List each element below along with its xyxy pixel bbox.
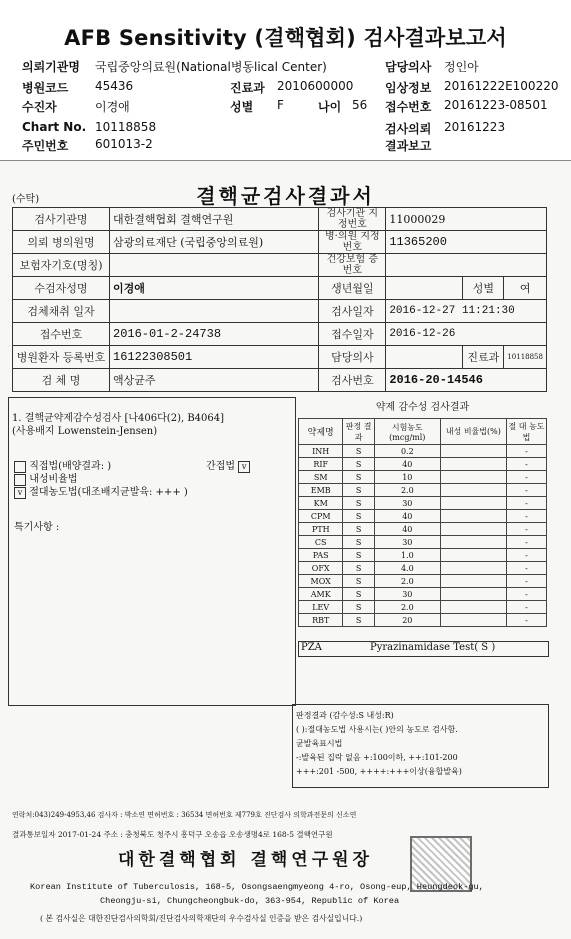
drug-cell: S [343,536,374,549]
collect-label: 검체채취 일자 [13,300,110,323]
doc-label: 담당의사 [319,346,386,369]
drug-row [299,575,547,588]
document-title: AFB Sensitivity (결핵협회) 검사결과보고서 [64,26,507,50]
drug-cell [440,445,506,458]
method-sub: (사용배지 Lowenstein-Jensen) [12,426,158,437]
doctor-label: 담당의사 [385,60,432,74]
drug-cell: AMK [299,588,343,601]
judgement-line4: +++:201 -500, ++++:+++이상(융합발육) [296,767,462,776]
drug-cell: S [343,588,374,601]
specimen-label: 검 체 명 [13,369,110,392]
drug-cell [440,575,506,588]
patient-label: 수검자성명 [13,277,110,300]
drug-cell: LEV [299,601,343,614]
receipt-label: 접수번호 [385,100,432,114]
address-line2: Cheongju-si, Chungcheongbuk-do, 363-954, Republic of Korea [100,896,400,906]
contact-line: 연락처:043)249-4953,46 검사자 : 박소연 면허번호 : 36534 면허번호 제779호 진단검사 의학과전문의 신소연 [12,811,357,819]
drug-cell [440,614,506,627]
sens-header: 절 대 농도법 [506,419,546,445]
drug-cell: 40 [374,523,440,536]
sens-header: 판정 결과 [343,419,374,445]
drug-cell: - [506,523,546,536]
drug-cell: - [506,458,546,471]
absolute-checkbox[interactable]: v [14,487,26,499]
sex-label: 성별 [230,100,254,114]
drug-row [299,497,547,510]
judgement-title: 판정결과 (감수성:S 내성:R) [296,711,394,720]
rrn-label: 주민번호 [22,139,69,153]
sensitivity-table [298,418,547,627]
certification-line: ( 본 검사실은 대한진단검사의학회/진단검사의학재단의 우수검사실 인증을 받은 검사실입니다.) [40,914,363,923]
drug-cell: 40 [374,458,440,471]
reg-date-label: 접수일자 [319,323,386,346]
test-date-value: 2016-12-27 11:21:30 [386,300,547,323]
test-no-value: 2016-20-14546 [386,369,547,392]
report-dept-label: 진료과 [463,346,504,369]
drug-row [299,536,547,549]
drug-row [299,510,547,523]
reg-no-value: 2016-01-2-24738 [110,323,319,346]
drug-cell: - [506,536,546,549]
rrn-value: 601013-2 [95,137,153,151]
receipt-value: 20161223-08501 [444,98,548,112]
req-hosp-id-label: 병·의원 지정번호 [319,231,386,254]
drug-cell: - [506,484,546,497]
drug-cell: 30 [374,588,440,601]
sens-header: 내성 비율법(%) [440,419,506,445]
drug-cell [440,601,506,614]
drug-cell: 2.0 [374,484,440,497]
lab-id-value: 11000029 [386,208,547,231]
drug-cell: S [343,549,374,562]
drug-row [299,601,547,614]
dept-label: 진료과 [230,81,265,95]
drug-cell: 40 [374,510,440,523]
drug-row [299,523,547,536]
drug-cell: - [506,575,546,588]
report-dept-value: 10118858 [504,346,547,369]
drug-cell: PAS [299,549,343,562]
req-hosp-id-value: 11365200 [386,231,547,254]
report-title: 결핵균검사결과서 [196,184,375,208]
drug-cell: S [343,458,374,471]
hosp-reg-label: 병원환자 등록번호 [13,346,110,369]
clinical-value: 20161222E100220 [444,79,559,93]
drug-cell: EMB [299,484,343,497]
hospital-code-label: 병원코드 [22,81,69,95]
drug-cell: CS [299,536,343,549]
judgement-line3: -:발육된 집락 없음 +:100이하, ++:101-200 [296,753,458,762]
drug-cell [440,562,506,575]
drug-cell: 20 [374,614,440,627]
collector-label: 수진자 [22,100,57,114]
drug-row [299,445,547,458]
institution-value: 국립중앙의료원(National병동lical Center) [95,60,327,74]
drug-cell: S [343,445,374,458]
drug-cell: S [343,601,374,614]
drug-cell: - [506,562,546,575]
org-name: 대한결핵협회 결핵연구원장 [118,850,373,870]
request-value: 20161223 [444,120,506,134]
drug-cell [440,497,506,510]
method-title: 1. 결핵균약제감수성검사 [나406다(2), B4064] [12,413,225,424]
health-label: 건강보험 증번호 [319,254,386,277]
drug-cell: SM [299,471,343,484]
drug-cell: - [506,601,546,614]
drug-cell: 30 [374,497,440,510]
judgement-line2: 균발육표시법 [296,739,343,748]
test-date-label: 검사일자 [319,300,386,323]
indirect-checkbox[interactable]: v [238,461,250,473]
special-notes-label: 특기사항 : [14,522,60,533]
drug-cell: CPM [299,510,343,523]
request-label: 검사의뢰 [385,122,432,136]
drug-cell [440,458,506,471]
insured-value [110,254,319,277]
drug-cell: RBT [299,614,343,627]
lab-label: 검사기관명 [13,208,110,231]
drug-cell: 2.0 [374,575,440,588]
drug-cell: PTH [299,523,343,536]
drug-cell: - [506,510,546,523]
drug-cell: S [343,575,374,588]
absolute-method: v 절대농도법(대조배지균발육: +++ ) [14,483,188,499]
resist-ratio-method: 내성비율법 [14,470,78,486]
drug-cell: MOX [299,575,343,588]
sens-header: 약제명 [299,419,343,445]
clinical-label: 임상정보 [385,81,432,95]
req-hosp-value: 삼광의료재단 (국립중앙의료원) [110,231,319,254]
report-sex-value: 여 [504,277,547,300]
dept-value: 2010600000 [277,79,354,93]
drug-cell: S [343,614,374,627]
drug-cell: S [343,497,374,510]
drug-row [299,562,547,575]
drug-cell: 1.0 [374,549,440,562]
drug-cell: OFX [299,562,343,575]
report-date-line: 결과통보일자 2017-01-24 주소 : 충청북도 청주시 흥덕구 오송읍 오송생명4로 168-5 결핵연구원 [12,830,333,839]
institution-label: 의뢰기관명 [22,60,80,74]
drug-cell [440,523,506,536]
patient-value: 이경애 [110,277,319,300]
report-label: 결과보고 [385,139,432,153]
drug-row [299,458,547,471]
drug-cell: S [343,562,374,575]
drug-row [299,484,547,497]
drug-cell: RIF [299,458,343,471]
collector-value: 이경애 [95,100,130,114]
drug-cell: - [506,588,546,601]
drug-cell: 2.0 [374,601,440,614]
drug-row [299,549,547,562]
report-sex-label: 성별 [463,277,504,300]
doc-value [386,346,463,369]
health-value [386,254,547,277]
drug-cell: - [506,445,546,458]
birth-label: 생년월일 [319,277,386,300]
report-info-table [12,207,547,392]
birth-value [386,277,463,300]
age-value: 56 [352,98,368,112]
lab-id-label: 검사기관 지정번호 [319,208,386,231]
drug-cell [440,549,506,562]
drug-cell [440,471,506,484]
drug-cell: INH [299,445,343,458]
method-box [8,397,296,706]
req-hosp-label: 의뢰 병의원명 [13,231,110,254]
drug-cell: - [506,549,546,562]
drug-cell: S [343,523,374,536]
drug-cell: S [343,471,374,484]
hosp-reg-value: 16122308501 [110,346,319,369]
drug-cell [440,510,506,523]
indirect-method: 간접법 v [206,457,250,473]
drug-cell [440,484,506,497]
drug-cell [440,588,506,601]
lab-value: 대한결핵협회 결핵연구원 [110,208,319,231]
doctor-value: 정인아 [444,60,479,74]
drug-row [299,614,547,627]
drug-cell: - [506,614,546,627]
drug-cell: 0.2 [374,445,440,458]
collect-value [110,300,319,323]
age-label: 나이 [318,100,342,114]
sex-value: F [277,98,284,112]
drug-row [299,588,547,601]
reg-no-label: 접수번호 [13,323,110,346]
drug-cell: S [343,510,374,523]
specimen-value: 액상균주 [110,369,319,392]
drug-cell: 30 [374,536,440,549]
reg-date-value: 2016-12-26 [386,323,547,346]
test-no-label: 검사번호 [319,369,386,392]
drug-cell: 4.0 [374,562,440,575]
drug-cell: - [506,497,546,510]
judgement-line1: ( ):절대농도법 사용시는( )안의 농도로 검사함. [296,725,458,734]
drug-cell: S [343,484,374,497]
chart-value: 10118858 [95,120,157,134]
drug-row [299,471,547,484]
drug-cell: - [506,471,546,484]
drug-cell: 10 [374,471,440,484]
drug-cell [440,536,506,549]
sensitivity-title: 약제 감수성 검사결과 [375,402,470,413]
address-line1: Korean Institute of Tuberculosis, 168-5, Osongsaengmyeong 4-ro, Osong-eup, Heungdeok-gu, [30,882,484,892]
hospital-code-value: 45436 [95,79,134,93]
pza-value: Pyrazinamidase Test( S ) [370,642,496,653]
pza-label: PZA [301,642,322,653]
chart-label: Chart No. [22,120,87,134]
report-tag: (수탁) [12,194,40,205]
sens-header: 시험농도 (mcg/ml) [374,419,440,445]
drug-cell: KM [299,497,343,510]
insured-label: 보험자기호(명칭) [13,254,110,277]
direct-method: 직접법(배양결과: ) [14,457,111,473]
